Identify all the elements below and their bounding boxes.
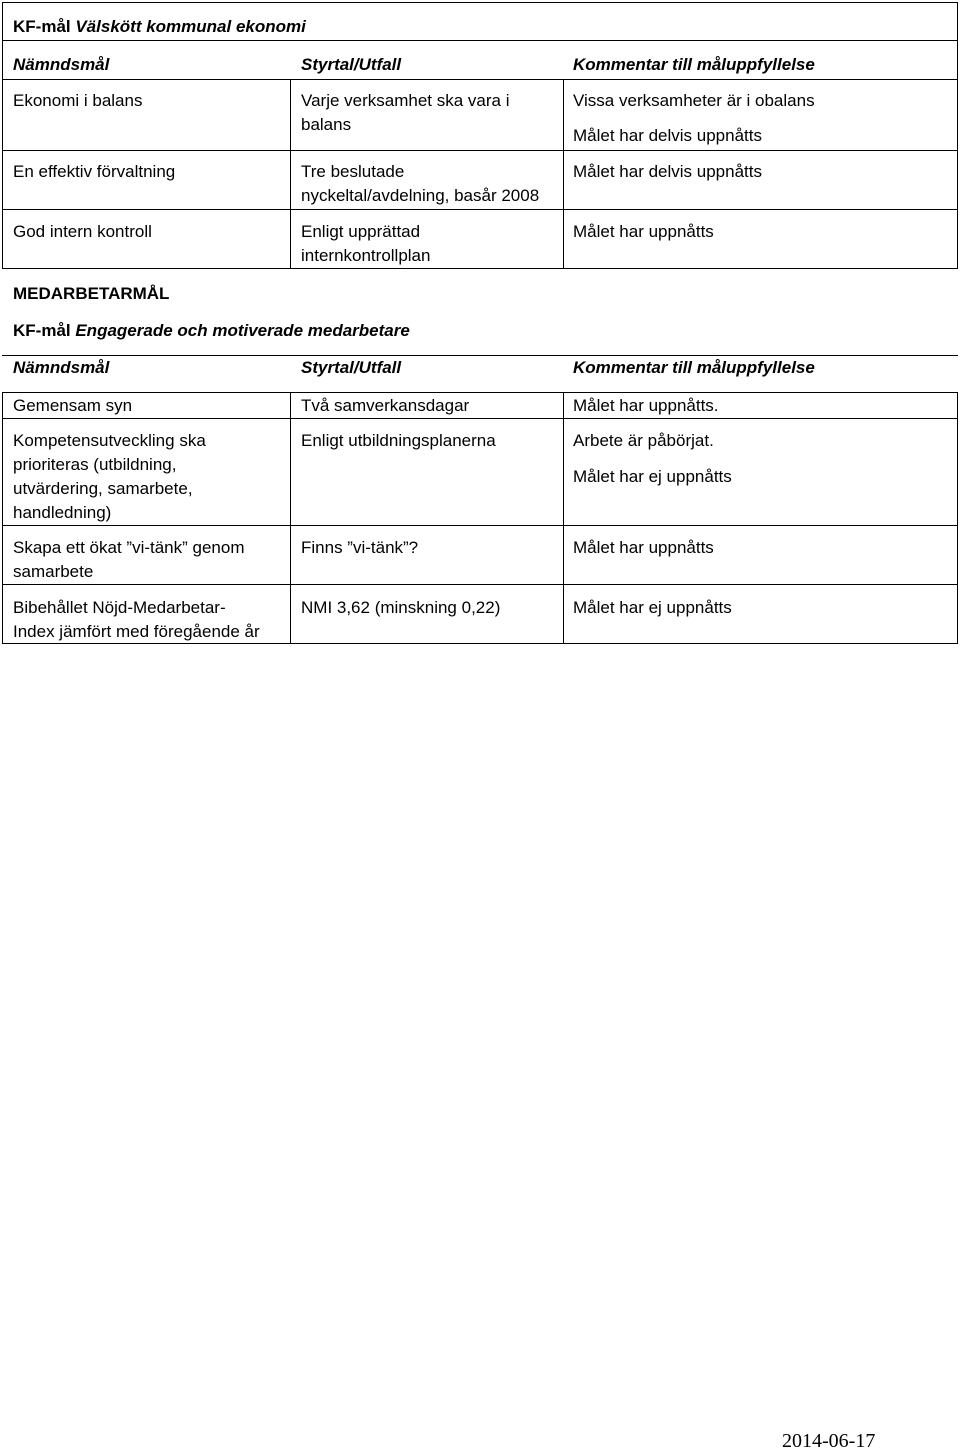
table1-row1-kommentar: Målet har delvis uppnåtts bbox=[573, 126, 762, 145]
table1-row1-mal: Ekonomi i balans bbox=[13, 91, 143, 110]
table1-col-divider bbox=[563, 79, 564, 269]
table1-row3-styrtal: internkontrollplan bbox=[301, 246, 431, 265]
table2-border-left bbox=[2, 392, 3, 644]
table2-row2-mal: handledning) bbox=[13, 503, 112, 522]
table2-row1-mal: Gemensam syn bbox=[13, 396, 133, 415]
table2-header-kommentar: Kommentar till måluppfyllelse bbox=[573, 358, 815, 377]
table1-rule bbox=[2, 268, 958, 269]
footer-date: 2014-06-17 bbox=[782, 1430, 876, 1452]
table1-row3-styrtal: Enligt upprättad bbox=[301, 222, 421, 241]
table1-row1-styrtal: Varje verksamhet ska vara i bbox=[301, 91, 510, 110]
table1-row1-kommentar: Vissa verksamheter är i obalans bbox=[573, 91, 815, 110]
table1-header-styrtal: Styrtal/Utfall bbox=[301, 55, 402, 74]
table2-row4-mal: Bibehållet Nöjd-Medarbetar- bbox=[13, 598, 226, 617]
table1-row2-kommentar: Målet har delvis uppnåtts bbox=[573, 162, 762, 181]
table2-rule bbox=[2, 584, 958, 585]
table2-row1-styrtal: Två samverkansdagar bbox=[301, 396, 470, 415]
section-heading: MEDARBETARMÅL bbox=[13, 284, 170, 303]
table2-header-styrtal: Styrtal/Utfall bbox=[301, 358, 402, 377]
table1-row2-mal: En effektiv förvaltning bbox=[13, 162, 176, 181]
table2-row3-kommentar: Målet har uppnåtts bbox=[573, 538, 714, 557]
table2-row1-kommentar: Målet har uppnåtts. bbox=[573, 396, 719, 415]
table1-header-namndsmal: Nämndsmål bbox=[13, 55, 110, 74]
table2-rule bbox=[2, 418, 958, 419]
table1-border-right bbox=[957, 2, 958, 269]
table2-row2-kommentar: Målet har ej uppnåtts bbox=[573, 467, 732, 486]
table2-row4-kommentar: Målet har ej uppnåtts bbox=[573, 598, 732, 617]
table2-col-divider bbox=[290, 392, 291, 644]
table1-row2-styrtal: nyckeltal/avdelning, basår 2008 bbox=[301, 186, 540, 205]
table1-border-left bbox=[2, 2, 3, 269]
table1-title: KF-mål Välskött kommunal ekonomi bbox=[13, 17, 306, 36]
table1-rule bbox=[2, 209, 958, 210]
table1-col-divider bbox=[290, 79, 291, 269]
table1-rule bbox=[2, 79, 958, 80]
table2-border-right bbox=[957, 392, 958, 644]
table1-border-top bbox=[2, 2, 958, 3]
table2-row2-mal: Kompetensutveckling ska bbox=[13, 431, 206, 450]
table2-row3-styrtal: Finns ”vi-tänk”? bbox=[301, 538, 419, 557]
table2-rule bbox=[2, 525, 958, 526]
table2-row2-mal: utvärdering, samarbete, bbox=[13, 479, 193, 498]
table1-row2-styrtal: Tre beslutade bbox=[301, 162, 405, 181]
table2-title: KF-mål Engagerade och motiverade medarbetare bbox=[13, 321, 410, 340]
table2-row3-mal: Skapa ett ökat ”vi-tänk” genom bbox=[13, 538, 245, 557]
table2-row4-styrtal: NMI 3,62 (minskning 0,22) bbox=[301, 598, 501, 617]
table1-row3-mal: God intern kontroll bbox=[13, 222, 152, 241]
table2-row4-mal: Index jämfört med föregående år bbox=[13, 622, 260, 641]
table2-row3-mal: samarbete bbox=[13, 562, 94, 581]
table2-rule bbox=[2, 392, 958, 393]
table1-header-kommentar: Kommentar till måluppfyllelse bbox=[573, 55, 815, 74]
table2-row2-kommentar: Arbete är påbörjat. bbox=[573, 431, 714, 450]
table1-row3-kommentar: Målet har uppnåtts bbox=[573, 222, 714, 241]
table1-rule bbox=[2, 150, 958, 151]
table2-header-namndsmal: Nämndsmål bbox=[13, 358, 110, 377]
table1-rule bbox=[2, 40, 958, 41]
table2-row2-mal: prioriteras (utbildning, bbox=[13, 455, 177, 474]
table2-row2-styrtal: Enligt utbildningsplanerna bbox=[301, 431, 496, 450]
table1-row1-styrtal: balans bbox=[301, 115, 352, 134]
table2-col-divider bbox=[563, 392, 564, 644]
